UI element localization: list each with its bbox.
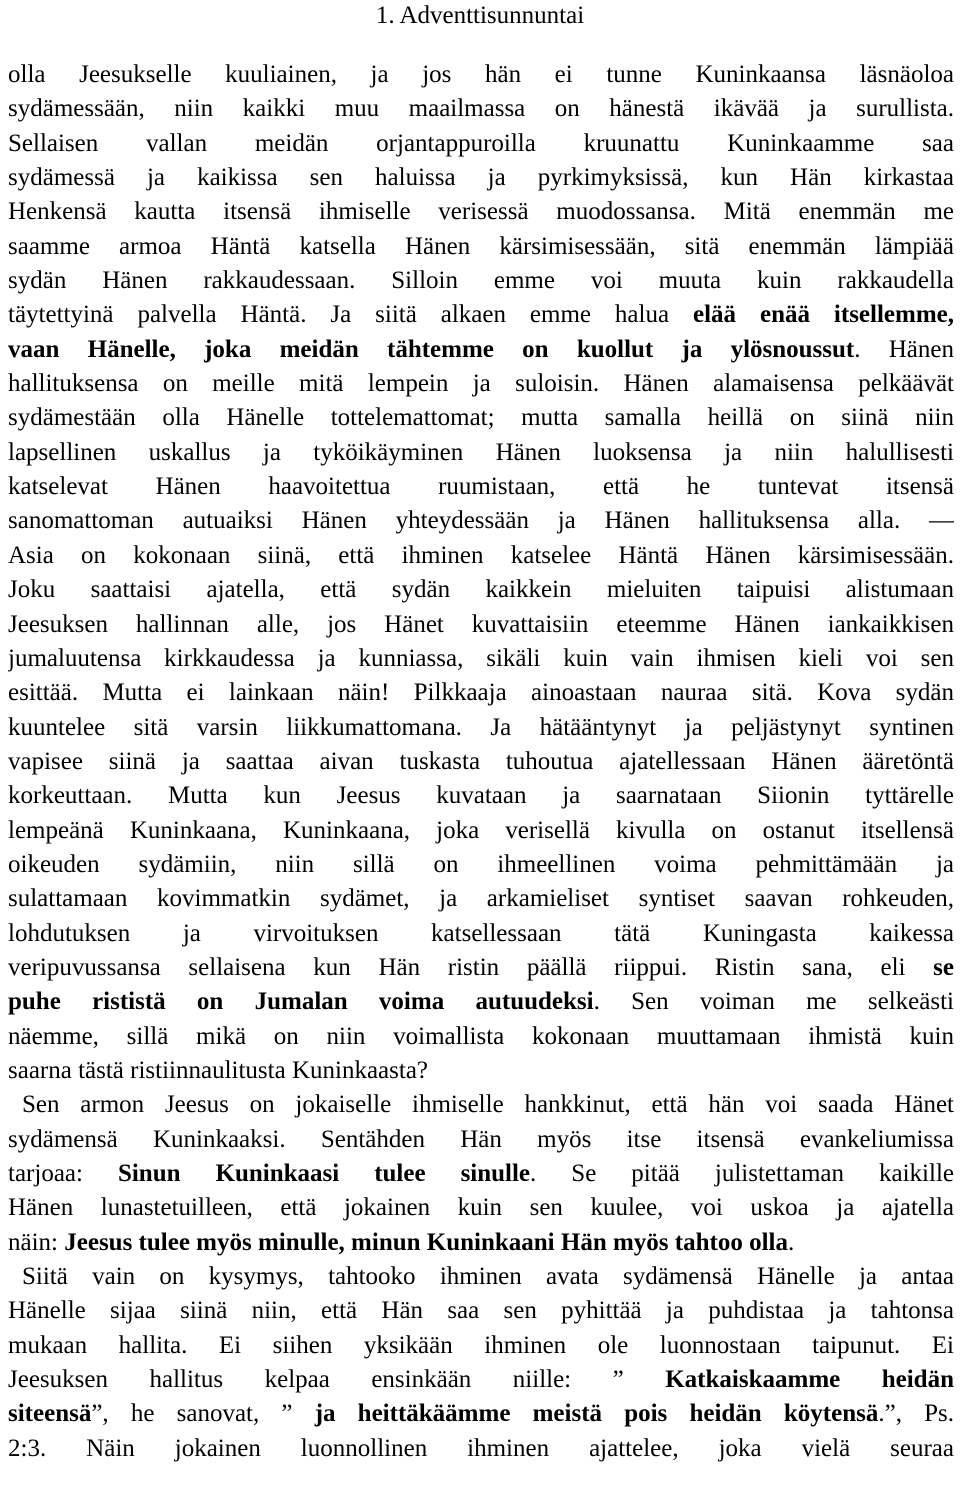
- text-segment: Sen armon Jeesus on jokaiselle ihmiselle hankkinut, että hän voi saada Hänet: [22, 1091, 954, 1119]
- text-line: [8, 1157, 954, 1191]
- text-segment: olla Jeesukselle kuuliainen, ja jos hän ei tunne Kuninkaansa läsnäoloa: [8, 61, 954, 88]
- document-body: [8, 58, 954, 1466]
- text-segment: saarna tästä ristiinnaulitusta Kuninkaasta?: [8, 1056, 429, 1084]
- text-line: [8, 470, 954, 504]
- text-segment: Sellaisen vallan meidän orjantappuroilla kruunattu Kuninkaamme saa: [8, 129, 954, 157]
- text-line: [8, 195, 954, 229]
- text-segment: Jeesuksen hallitus kelpaa ensinkään niille: ”: [8, 1366, 666, 1394]
- text-line: [8, 92, 954, 126]
- text-segment: sydän Hänen rakkaudessaan. Silloin emme voi muuta kuin rakkaudella: [8, 267, 954, 295]
- text-segment: Hänelle sijaa siinä niin, että Hän saa sen pyhittää ja puhdistaa ja tahtonsa: [8, 1297, 954, 1325]
- text-line: [8, 676, 954, 710]
- text-line: [8, 1088, 954, 1122]
- text-segment: sydämessä ja kaikissa sen haluissa ja pyrkimyksissä, kun Hän kirkastaa: [8, 164, 954, 192]
- text-segment: tarjoaa:: [8, 1160, 118, 1187]
- text-line: [8, 1329, 954, 1363]
- text-segment: mukaan hallita. Ei siihen yksikään ihminen ole luonnostaan taipunut. Ei: [8, 1331, 954, 1359]
- text-segment: . Sen voiman me selkeästi: [593, 988, 954, 1016]
- text-segment: esittää. Mutta ei lainkaan näin! Pilkkaaja ainoastaan nauraa sitä. Kova sydän: [8, 679, 954, 707]
- text-line: [8, 1191, 954, 1225]
- text-segment: sanomattoman autuaiksi Hänen yhteydessään ja Hänen hallituksensa alla. —: [8, 507, 954, 535]
- bold-text: Sinun Kuninkaasi tulee sinulle: [117, 1160, 531, 1187]
- bold-text: elää enää itsellemme,: [693, 301, 954, 329]
- text-segment: jumaluutensa kirkkaudessa ja kunniassa, sikäli kuin vain ihmisen kieli voi sen: [8, 644, 954, 672]
- text-line: [8, 1294, 954, 1328]
- text-line: [8, 779, 954, 813]
- text-segment: oikeuden sydämiin, niin sillä on ihmeellinen voima pehmittämään ja: [8, 850, 954, 878]
- text-line: [8, 1123, 954, 1157]
- text-line: [8, 1226, 954, 1260]
- text-line: [8, 333, 954, 367]
- text-line: [8, 436, 954, 470]
- text-segment: sulattamaan kovimmatkin sydämet, ja arkamieliset syntiset saavan rohkeuden,: [8, 885, 954, 913]
- text-segment: lapsellinen uskallus ja tyköikäyminen Hänen luoksensa ja niin halullisesti: [8, 438, 954, 466]
- bold-text: puhe rististä on Jumalan voima autuudeksi: [8, 988, 594, 1016]
- text-line: [8, 848, 954, 882]
- text-line: [8, 264, 954, 298]
- text-segment: . Se pitää julistettaman kaikille: [530, 1160, 954, 1187]
- bold-text: Katkaiskaamme heidän: [665, 1366, 954, 1394]
- text-line: [8, 401, 954, 435]
- text-segment: Hänen lunastetuilleen, että jokainen kuin sen kuulee, voi uskoa ja ajatella: [8, 1194, 954, 1222]
- text-line: [8, 951, 954, 985]
- text-line: [8, 161, 954, 195]
- text-segment: Jeesuksen hallinnan alle, jos Hänet kuvattaisiin eteemme Hänen iankaikkisen: [8, 610, 954, 638]
- text-line: [8, 745, 954, 779]
- bold-text: vaan Hänelle, joka meidän tähtemme on kuollut ja ylösnoussut: [8, 335, 855, 363]
- text-line: [8, 814, 954, 848]
- bold-text: siteensä: [8, 1400, 92, 1428]
- text-line: [8, 58, 954, 92]
- text-line: [8, 711, 954, 745]
- text-line: [8, 1397, 954, 1431]
- text-segment: 2:3. Näin jokainen luonnollinen ihminen ajattelee, joka vielä seuraa: [8, 1434, 954, 1462]
- text-line: [8, 298, 954, 332]
- text-segment: saamme armoa Häntä katsella Hänen kärsimisessään, sitä enemmän lämpiää: [8, 232, 954, 260]
- text-segment: näemme, sillä mikä on niin voimallista kokonaan muuttamaan ihmistä kuin: [8, 1022, 954, 1050]
- text-line: [8, 127, 954, 161]
- text-segment: lohdutuksen ja virvoituksen katsellessaan tätä Kuningasta kaikessa: [8, 919, 954, 947]
- text-line: [8, 985, 954, 1019]
- text-line: [8, 1020, 954, 1054]
- text-line: [8, 230, 954, 264]
- text-segment: katselevat Hänen haavoitettua ruumistaan, että he tuntevat itsensä: [8, 473, 954, 501]
- text-segment: täytettyinä palvella Häntä. Ja siitä alkaen emme halua: [8, 301, 694, 329]
- page-header: 1. Adventtisunnuntai: [375, 2, 585, 29]
- text-line: [8, 1054, 954, 1088]
- text-segment: Joku saattaisi ajatella, että sydän kaikkein mieluiten taipuisi alistumaan: [8, 576, 954, 604]
- text-line: [8, 917, 954, 951]
- text-line: [8, 608, 954, 642]
- text-line: [8, 882, 954, 916]
- text-segment: . Hänen: [854, 335, 954, 363]
- bold-text: se: [933, 953, 954, 981]
- text-line: [8, 367, 954, 401]
- text-segment: .: [787, 1228, 795, 1256]
- text-line: [8, 1432, 954, 1466]
- bold-text: Jeesus tulee myös minulle, minun Kuninkaani Hän myös tahtoo olla: [64, 1228, 788, 1256]
- text-segment: ”, he sanovat, ”: [91, 1400, 315, 1428]
- text-segment: Henkensä kautta itsensä ihmiselle verisessä muodossansa. Mitä enemmän me: [8, 198, 954, 226]
- text-segment: sydämensä Kuninkaaksi. Sentähden Hän myös itse itsensä evankeliumissa: [8, 1125, 954, 1153]
- text-segment: kuuntelee sitä varsin liikkumattomana. Ja hätääntynyt ja peljästynyt syntinen: [8, 713, 954, 741]
- text-segment: Siitä vain on kysymys, tahtooko ihminen avata sydämensä Hänelle ja antaa: [22, 1263, 954, 1291]
- text-segment: veripuvussansa sellaisena kun Hän ristin päällä riippui. Ristin sana, eli: [8, 953, 934, 981]
- text-segment: vapisee siinä ja saattaa aivan tuskasta tuhoutua ajatellessaan Hänen ääretöntä: [8, 747, 954, 775]
- text-line: [8, 504, 954, 538]
- text-line: [8, 1363, 954, 1397]
- text-line: [8, 642, 954, 676]
- text-segment: korkeuttaan. Mutta kun Jeesus kuvataan ja saarnataan Siionin tyttärelle: [8, 782, 954, 810]
- text-segment: Asia on kokonaan siinä, että ihminen katselee Häntä Hänen kärsimisessään.: [8, 541, 954, 569]
- text-segment: .”, Ps.: [878, 1400, 954, 1428]
- text-segment: sydämestään olla Hänelle tottelemattomat; mutta samalla heillä on siinä niin: [8, 404, 954, 432]
- text-segment: hallituksensa on meille mitä lempein ja suloisin. Hänen alamaisensa pelkäävät: [8, 370, 954, 398]
- text-line: [8, 1260, 954, 1294]
- text-segment: näin:: [8, 1228, 65, 1256]
- text-line: [8, 573, 954, 607]
- text-segment: sydämessään, niin kaikki muu maailmassa on hänestä ikävää ja surullista.: [8, 95, 954, 123]
- text-line: [8, 539, 954, 573]
- bold-text: ja heittäkäämme meistä pois heidän köytensä: [314, 1400, 879, 1428]
- text-segment: lempeänä Kuninkaana, Kuninkaana, joka verisellä kivulla on ostanut itsellensä: [8, 816, 954, 844]
